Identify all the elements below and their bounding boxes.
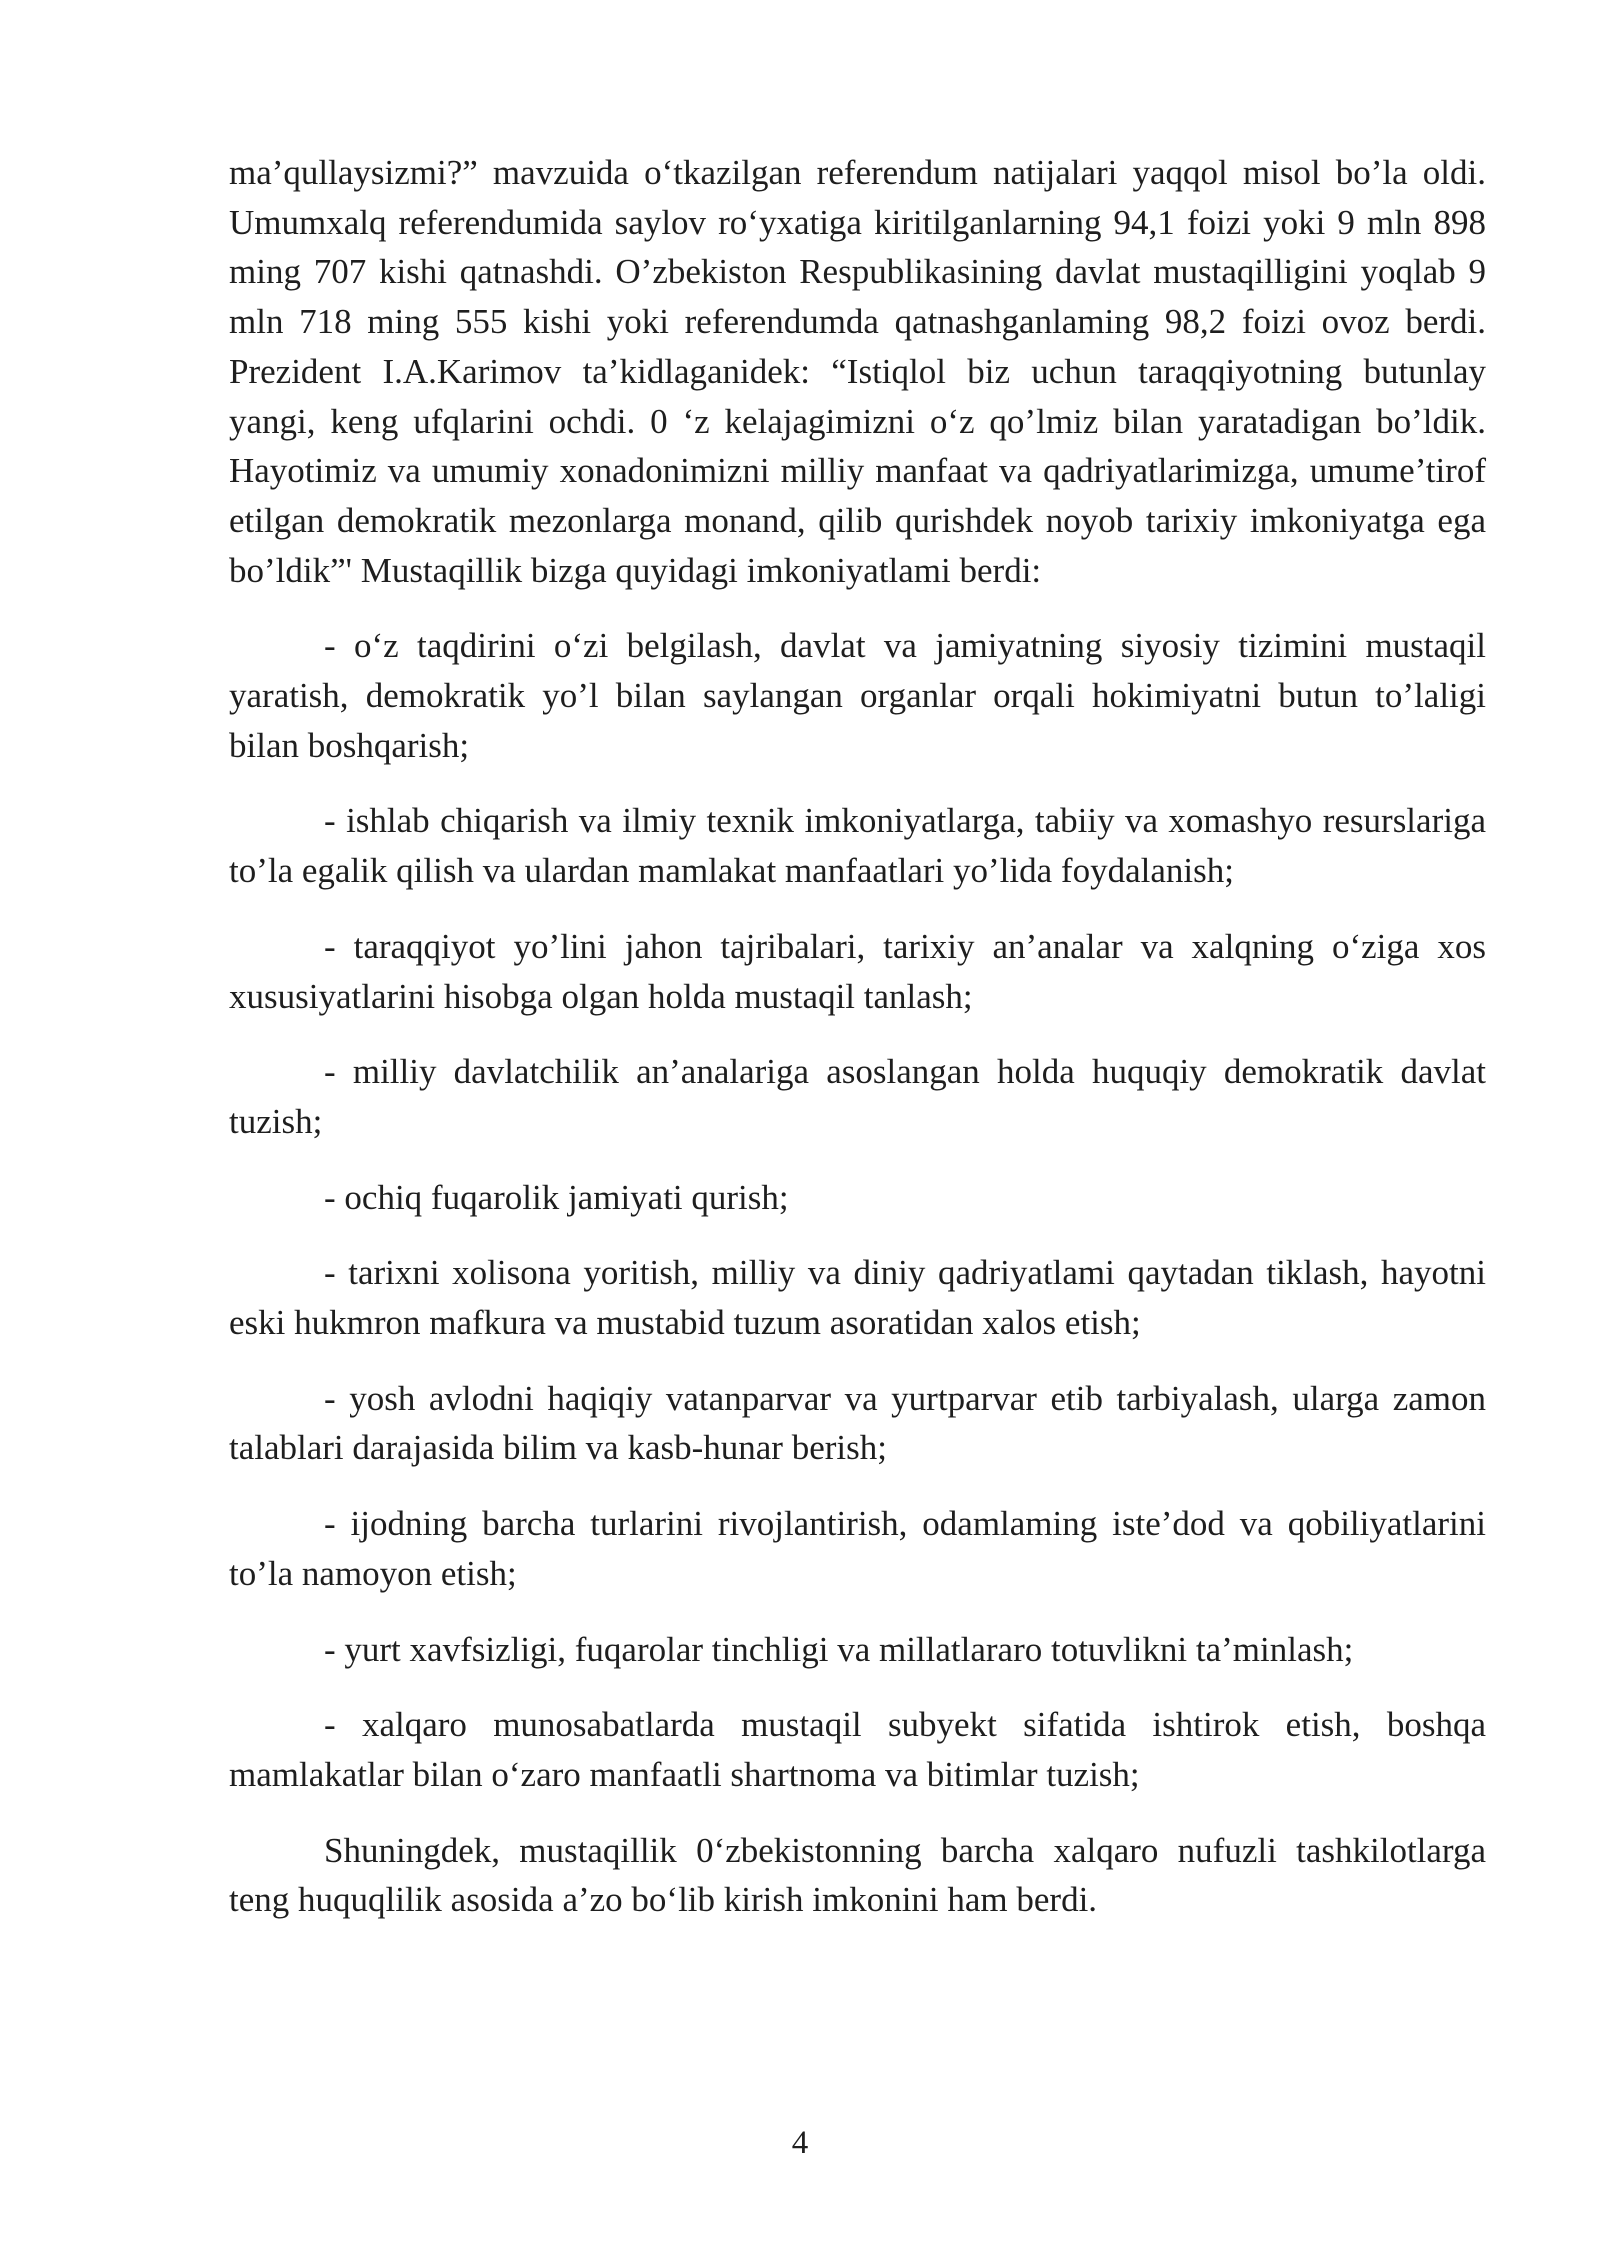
list-item-security: - yurt xavfsizligi, fuqarolar tinchligi va millatlararo totuvlikni ta’minlash;	[324, 1629, 1354, 1669]
list-item-international-relations: - xalqaro munosabatlarda mustaqil subyekt sifatida ishtirok etish, boshqa mamlakatlar bilan o‘zaro manfaatli shartnoma va bitimlar tuzish;	[229, 1705, 1486, 1794]
list-item-history-values: - tarixni xolisona yoritish, milliy va diniy qadriyatlami qaytadan tiklash, hayotni eski hukmron mafkura va mustabid tuzum asoratidan xalos etish;	[229, 1253, 1486, 1343]
list-item-self-determination: - o‘z taqdirini o‘zi belgilash, davlat va jamiyatning siyosiy tizimini mustaqil yaratish, demokratik yo’l bilan saylangan organlar orqali hokimiyatni butun to’laligi bilan boshqarish;	[229, 626, 1486, 765]
page-number: 4	[791, 2125, 809, 2161]
list-item-creativity: - ijodning barcha turlarini rivojlantirish, odamlaming iste’dod va qobiliyatlarini to’la namoyon etish;	[229, 1504, 1486, 1593]
list-item-youth-education: - yosh avlodni haqiqiy vatanparvar va yurtparvar etib tarbiyalash, ularga zamon talablari darajasida bilim va kasb-hunar berish;	[229, 1378, 1486, 1468]
list-item-legal-state: - milliy davlatchilik an’analariga asoslangan holda huquqiy demokratik davlat tuzish;	[229, 1052, 1486, 1141]
list-item-resources: - ishlab chiqarish va ilmiy texnik imkoniyatlarga, tabiiy va xomashyo resurslariga to’la egalik qilish va ulardan mamlakat manfaatlari yo’lida foydalanish;	[229, 801, 1486, 891]
paragraph-intro: ma’qullaysizmi?” mavzuida o‘tkazilgan referendum natijalari yaqqol misol bo’la oldi. Umumxalq referendumida saylov ro‘yxatiga kiritilganlarning 94,1 foizi yoki 9 mln 898 ming 707 kishi qatnashdi. O’zbekiston Respublikasining davlat mustaqilligini yoqlab 9 mln 718 ming 555 kishi yoki referendumda qatnashganlaming 98,2 foizi ovoz berdi. Prezident I.A.Karimov ta’kidlaganidek: “Istiqlol biz uchun taraqqiyotning butunlay yangi, keng ufqlarini ochdi. 0 ‘z kelajagimizni o‘z qo’lmiz bilan yaratadigan bo’ldik. Hayotimiz va umumiy xonadonimizni milliy manfaat va qadriyatlarimizga, umume’tirof etilgan demokratik mezonlarga monand, qilib qurishdek noyob tarixiy imkoniyatga ega bo’ldik”' Mustaqillik bizga quyidagi imkoniyatlami berdi:	[229, 153, 1486, 590]
paragraph-conclusion: Shuningdek, mustaqillik 0‘zbekistonning barcha xalqaro nufuzli tashkilotlarga teng huquqlilik asosida a’zo bo‘lib kirish imkonini ham berdi.	[229, 1830, 1486, 1920]
document-page	[229, 148, 1486, 1951]
list-item-development-path: - taraqqiyot yo’lini jahon tajribalari, tarixiy an’analar va xalqning o‘ziga xos xususiyatlarini hisobga olgan holda mustaqil tanlash;	[229, 926, 1486, 1016]
list-item-civil-society: - ochiq fuqarolik jamiyati qurish;	[324, 1177, 789, 1217]
